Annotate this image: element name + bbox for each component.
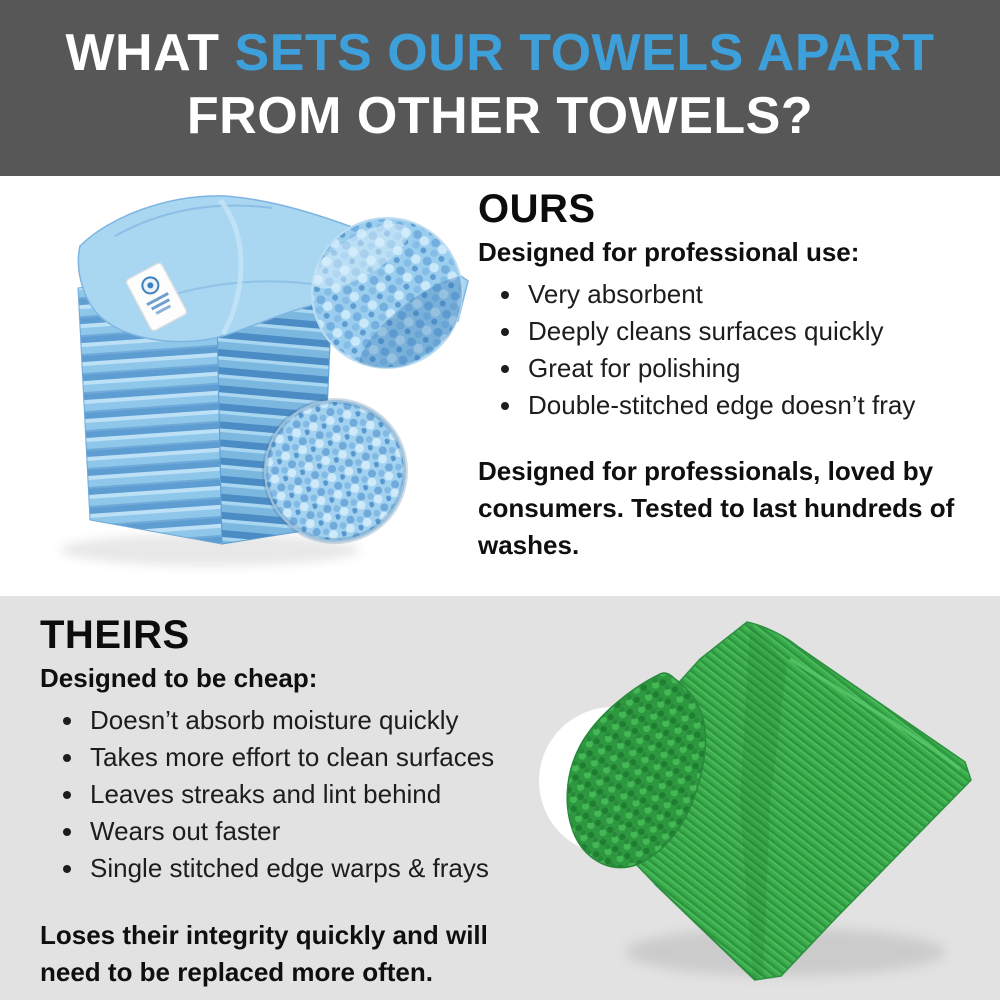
ours-bullet-list [478,276,985,424]
theirs-text-block [40,612,565,1000]
title-line-1 [0,22,1000,85]
bullet-item: • Doesn’t absorb moisture quickly [86,702,565,739]
header-banner [0,0,1000,176]
texture-zoom-circle-bottom [265,401,405,541]
ours-text-block [478,186,985,590]
bullet-item: • Leaves streaks and lint behind [86,776,565,813]
blue-towel-stack-image [20,176,470,591]
theirs-bullet-list [40,702,565,887]
theirs-section [0,596,1000,1000]
theirs-title: THEIRS [40,613,190,657]
bullet-item: • Great for polishing [524,350,985,387]
green-towel-image [535,604,995,996]
bullet-item: • Single stitched edge warps & frays [86,850,565,887]
theirs-footer-note: Loses their integrity quickly and will need to be replaced more often. [40,920,488,987]
bullet-item: • Wears out faster [86,813,565,850]
title-line1-white: WHAT [65,24,235,82]
theirs-subtitle: Designed to be cheap: [40,663,318,693]
title-line-2: FROM OTHER TOWELS? [186,87,814,145]
title-line1-blue: SETS OUR TOWELS APART [234,24,935,82]
ours-section [0,176,1000,596]
blue-towel-illustration [20,176,470,591]
bullet-item: • Very absorbent [524,276,985,313]
bullet-item: • Deeply cleans surfaces quickly [524,313,985,350]
bullet-item: • Double-stitched edge doesn’t fray [524,387,985,424]
bullet-item: • Takes more effort to clean surfaces [86,739,565,776]
page-title [0,0,1000,148]
green-towel-illustration [535,604,995,996]
ours-title: OURS [478,187,596,231]
ours-footer-note: Designed for professionals, loved by consumers. Tested to last hundreds of washes. [478,456,955,560]
ours-subtitle: Designed for professional use: [478,237,860,267]
